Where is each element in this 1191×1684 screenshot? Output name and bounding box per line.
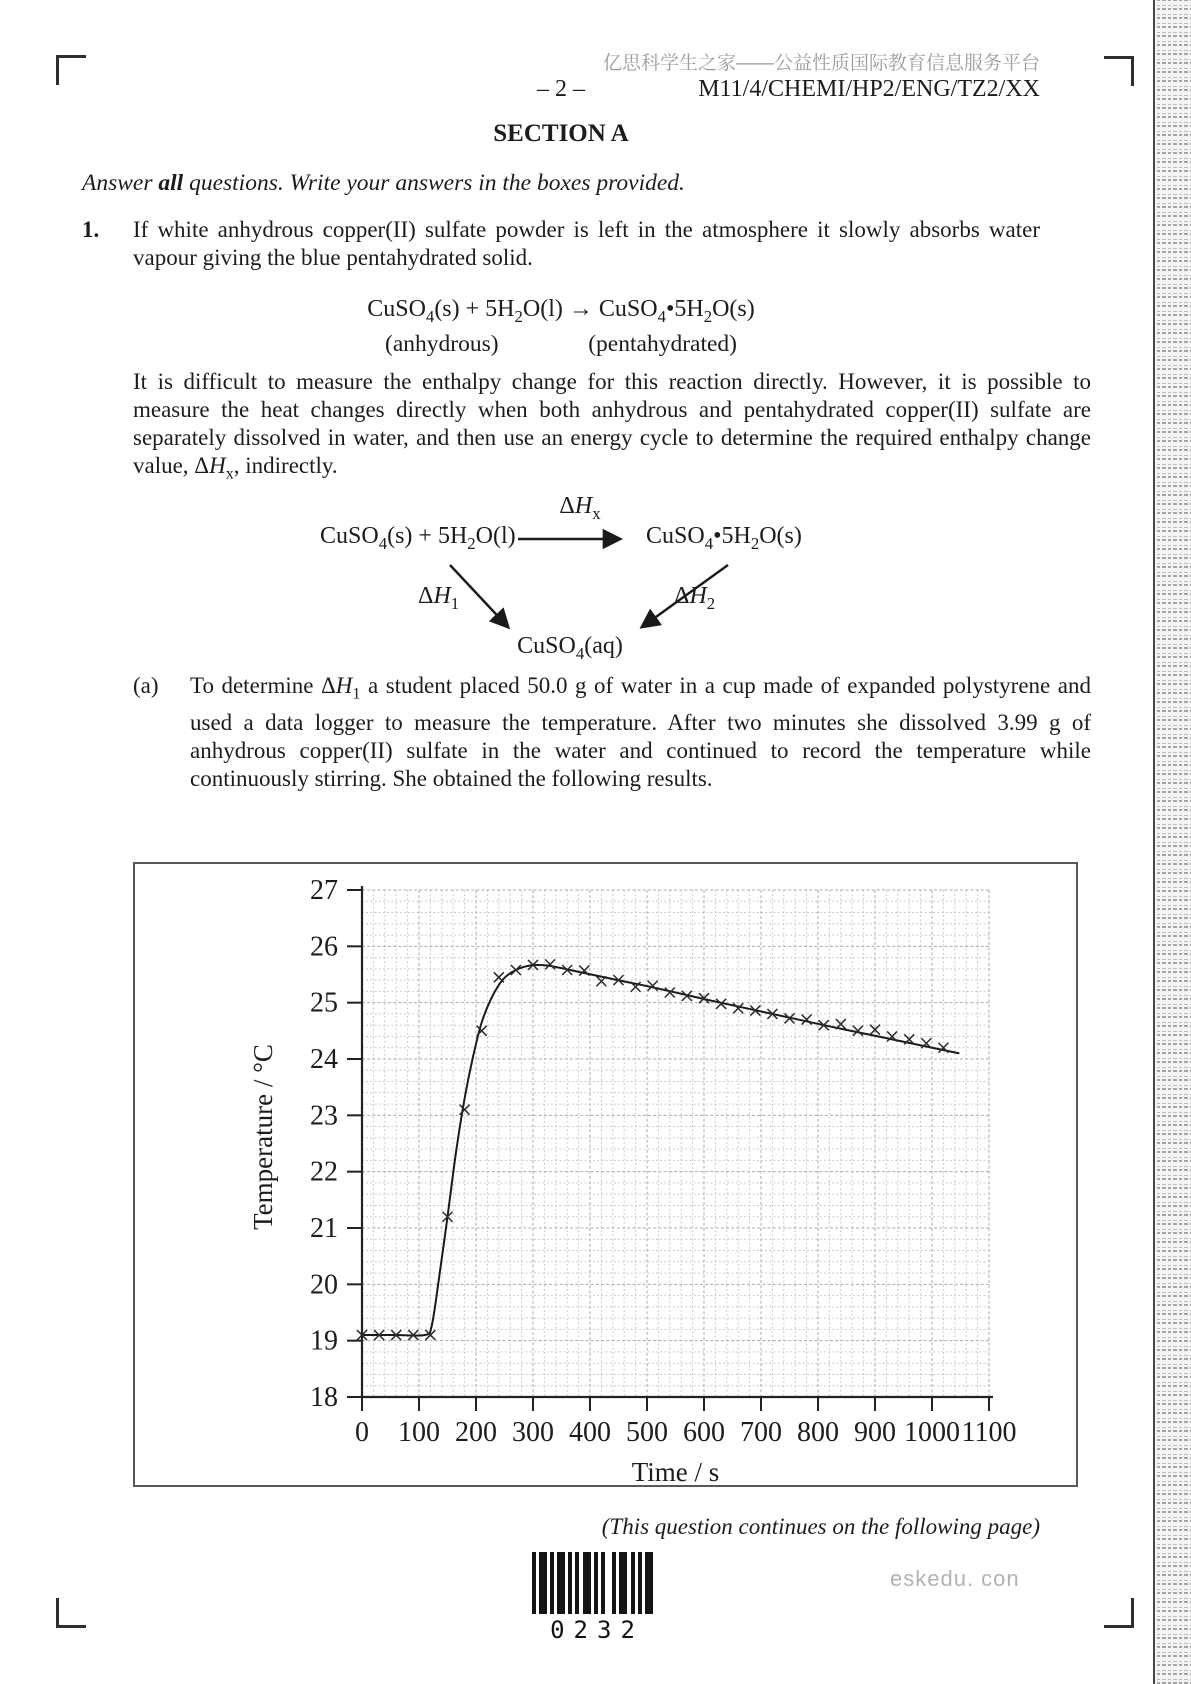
- svg-text:500: 500: [626, 1417, 668, 1448]
- svg-text:1100: 1100: [961, 1417, 1017, 1448]
- page-header: [82, 76, 1040, 106]
- barcode-bars: [532, 1552, 653, 1614]
- energy-cycle-diagram: [280, 495, 805, 680]
- section-instruction: Answer all questions. Write your answers in the boxes provided.: [82, 170, 685, 196]
- reaction-equation-block: [82, 296, 1040, 358]
- graph-canvas: [135, 864, 1076, 1485]
- question-number: 1.: [82, 217, 100, 242]
- cycle-bottom-species: CuSO$_4$(aq): [517, 633, 623, 663]
- svg-text:0: 0: [355, 1417, 369, 1448]
- svg-text:18: 18: [310, 1382, 338, 1413]
- question-1: [82, 216, 1040, 272]
- svg-text:26: 26: [310, 931, 338, 963]
- exam-code: M11/4/CHEMI/HP2/ENG/TZ2/XX: [698, 76, 1040, 102]
- delta-h1-label: $\Delta H_1$: [418, 583, 460, 613]
- svg-text:Temperature / °C: Temperature / °C: [248, 1044, 278, 1230]
- cycle-reactant: CuSO$_4$(s) + $5H_2O(l)$: [320, 523, 516, 553]
- svg-text:400: 400: [569, 1417, 611, 1448]
- svg-text:22: 22: [310, 1156, 338, 1188]
- svg-text:21: 21: [310, 1213, 338, 1244]
- svg-text:25: 25: [310, 987, 338, 1019]
- svg-text:900: 900: [854, 1417, 896, 1448]
- delta-h2-label: $\Delta H_2$: [674, 583, 716, 613]
- svg-text:600: 600: [683, 1417, 725, 1448]
- reaction-equation: CuSO$_4$(s) + $5H_2O(l)$ → $CuSO_4•5H_2O(s)$: [367, 296, 755, 326]
- page-barcode: [532, 1552, 653, 1644]
- svg-text:1000: 1000: [904, 1417, 960, 1448]
- equation-labels: [385, 331, 737, 358]
- watermark-text: eskedu. con: [890, 1566, 1020, 1591]
- label-pentahydrated: (pentahydrated): [588, 330, 737, 357]
- svg-text:19: 19: [310, 1325, 338, 1357]
- svg-text:27: 27: [310, 875, 338, 906]
- svg-text:200: 200: [455, 1417, 497, 1448]
- part-a-text: To determine $\Delta H_1$ a student placed 50.0 g of water in a cup made of expanded polystyrene and used a data logger to measure the temperature. After two minutes she dissolved 3.99 g of anhydrous copper(II) sulfate in the water and continued to record the temperature while continuously stirring. She obtained the following results.: [190, 673, 1091, 791]
- svg-text:Time / s: Time / s: [631, 1457, 720, 1485]
- crop-mark-bottom-right: [1104, 1598, 1134, 1628]
- platform-banner: 亿思科学生之家——公益性质国际教育信息服务平台: [602, 53, 1040, 74]
- continuation-note: (This question continues on the following page): [601, 1514, 1040, 1539]
- cycle-product: $CuSO_4•5H_2O(s)$: [646, 523, 802, 553]
- question-paragraph-2: It is difficult to measure the enthalpy change for this reaction directly. However, it is possible to measure the heat changes directly when both anhydrous and pentahydrated copper(II) sulfate are separately dissolved in water, and then use an energy cycle to determine the required enthalpy change value, $\Delta H_x$, indirectly.: [133, 369, 1091, 483]
- svg-text:20: 20: [310, 1269, 338, 1301]
- temperature-time-graph: [133, 862, 1078, 1487]
- crop-mark-top-right: [1104, 56, 1134, 86]
- barcode-number: 0232: [550, 1616, 644, 1644]
- svg-text:100: 100: [398, 1417, 440, 1448]
- page-number: – 2 –: [537, 76, 585, 102]
- svg-text:24: 24: [310, 1044, 338, 1075]
- delta-hx-label: $\Delta H_x$: [559, 493, 601, 523]
- scanned-page-edge-texture: [1153, 0, 1191, 1684]
- section-title: SECTION A: [493, 120, 629, 147]
- crop-mark-bottom-left: [56, 1598, 86, 1628]
- label-anhydrous: (anhydrous): [385, 330, 499, 357]
- question-part-a: [82, 672, 1091, 793]
- svg-text:300: 300: [512, 1417, 554, 1448]
- part-a-label: (a): [133, 673, 159, 698]
- svg-text:23: 23: [310, 1100, 338, 1132]
- svg-text:700: 700: [740, 1417, 782, 1448]
- svg-text:800: 800: [797, 1417, 839, 1448]
- question-intro: If white anhydrous copper(II) sulfate powder is left in the atmosphere it slowly absorbs water vapour giving the blue pentahydrated solid.: [133, 217, 1040, 270]
